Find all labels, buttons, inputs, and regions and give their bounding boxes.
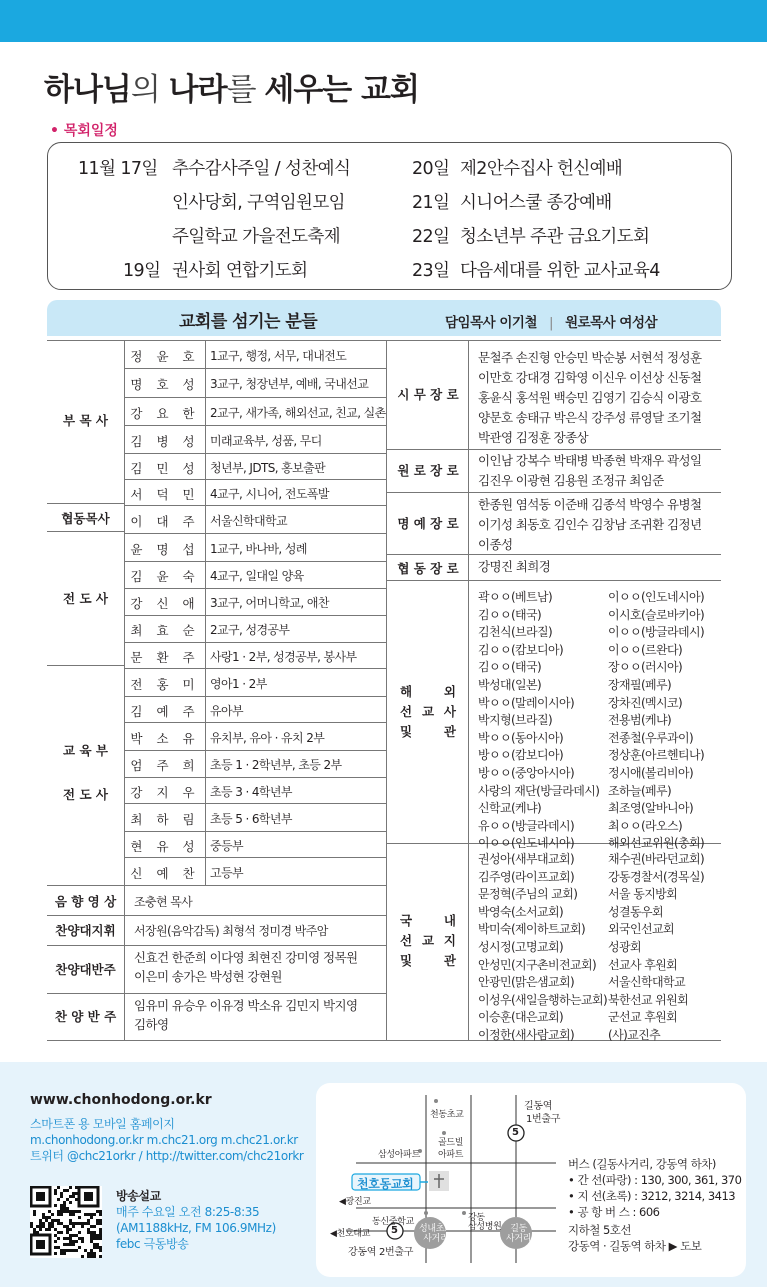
table-rule [124,615,386,616]
senior-pastor: 담임목사 이기철 [445,315,537,331]
list-item: 전종철(우루과이) [608,730,694,745]
list-item: 곽ㅇㅇ(베트남) [478,590,553,604]
category-choir-conductor: 찬양대지휘 [55,923,116,938]
overseas-list-right [608,589,704,853]
table-rule [124,453,386,454]
list-item: 안성민(지구촌비전교회) [478,957,597,972]
list-item: 김주영(라이프교회) [478,869,575,884]
staff-duty: 고등부 [210,866,243,880]
schedule-date: 19일 [123,261,161,281]
list-item: 사랑의 재단(방글라데시) [478,783,600,798]
schedule-event: 시니어스쿨 종강예배 [460,193,612,213]
table-rule [124,722,386,723]
label-char: 및 [400,724,413,739]
subway-text: 강동역 · 길동역 하차 ▶ 도보 [568,1239,702,1253]
praise-accomp-names: 임유미 유승우 이유경 박소유 김민지 박지영 김하영 [134,998,358,1032]
staff-name: 김 병 성 [130,434,200,449]
list-item: 이성우(새일을행하는교회) [478,992,608,1007]
staff-duty: 서울신학대학교 [210,514,287,528]
label-char: 관 [443,724,456,739]
schedule-date: 20일 [412,159,450,179]
category-honorary-elders: 명 예 장 로 [397,516,459,531]
staff-name: 엄 주 희 [130,758,200,773]
staff-duty: 초등 5 · 6학년부 [210,812,292,826]
label-char: 선 [400,933,413,948]
table-rule [124,425,386,426]
schedule-date: 23일 [412,261,450,281]
map-cheonho-elem: 천동초교 [430,1110,464,1120]
table-rule [124,857,386,858]
list-item: 신학교(케냐) [478,801,542,816]
label-char: 해 [400,684,413,699]
honorary-elders-names: 한종원 염석동 이준배 김종석 박영수 유병철 이기성 최동호 김인수 김창남 조귀환 김정년 이종성 [478,497,702,552]
title-part: 를 [226,72,265,108]
map-line5-label: 5 [391,1225,398,1236]
schedule-date: 11월 17일 [78,159,158,179]
label-char: 지 [443,933,456,948]
table-rule [124,696,386,697]
list-item: 이ㅇㅇ(인도네시아) [608,590,705,604]
map-samsung-apt: 삼성아파트 [378,1150,420,1160]
list-item: 최조영(알바니아) [608,801,694,816]
list-item: 이승훈(대은교회) [478,1010,564,1025]
table-rule [47,531,124,532]
staff-name: 서 덕 민 [130,487,200,502]
list-item: 성결동우회 [608,904,663,919]
list-item: 장차진(멕시코) [608,695,683,710]
map-cheonhodaegyo: ◀천호대교 [330,1229,371,1239]
list-item: 해외선교위원(총회) [608,836,705,851]
staff-duty: 미래교육부, 성품, 무디 [210,434,322,448]
table-rule [124,642,386,643]
title-part: 의 [130,72,169,108]
staff-duty: 1교구, 행정, 서무, 대내전도 [210,349,347,363]
staff-name: 강 지 우 [130,785,200,800]
category-coop-elders: 협 동 장 로 [397,561,459,576]
list-item: 정시애(볼리비아) [608,765,694,780]
list-item: 박ㅇㅇ(말레이시아) [478,695,575,710]
label-char: 교 [421,933,435,948]
list-item: 박미숙(제이하트교회) [478,922,586,937]
table-rule [124,340,125,885]
map-gildong-station: 길동역 [524,1101,553,1112]
mobile-info [30,1116,303,1164]
staff-duty: 유아부 [210,704,243,718]
top-color-bar [0,0,767,42]
staff-name: 박 소 유 [130,731,200,746]
list-item: 성시정(고명교회) [478,939,564,954]
staff-duty: 중등부 [210,839,243,853]
staff-name: 강 신 애 [130,596,200,611]
staff-title: 교회를 섬기는 분들 [179,312,318,332]
staff-name: 최 하 림 [130,812,200,827]
pastors-line [445,311,657,331]
list-item: 문정혁(주님의 교회) [478,887,578,902]
table-rule [124,561,386,562]
table-rule [124,588,386,589]
table-rule [124,505,386,506]
map-gildong-exit2: 강동역 2번출구 [348,1247,414,1258]
mobile-label: 스마트폰 용 모바일 홈페이지 [30,1117,175,1131]
table-rule [47,885,386,886]
list-item: 김천식(브라질) [478,625,553,640]
staff-name: 최 효 순 [130,623,200,638]
list-item: 방ㅇㅇ(캄보디아) [478,748,564,763]
schedule-event: 청소년부 주관 금요기도회 [460,227,650,247]
domestic-label [388,911,468,971]
category-choir-accomp: 찬양대반주 [55,961,116,977]
staff-duty: 4교구, 시니어, 전도폭발 [210,487,329,501]
map-golden-villa-b: 아파트 [438,1150,464,1160]
sound-video-names: 조충현 목사 [134,895,193,909]
list-item: 이ㅇㅇ(방글라데시) [608,625,705,640]
staff-duty: 2교구, 새가족, 해외선교, 친교, 실촌 [210,406,386,420]
map-gildong-exit1: 1번출구 [526,1114,561,1125]
staff-name: 김 민 성 [130,461,200,476]
staff-name: 이 대 주 [130,514,200,529]
list-item: 김ㅇㅇ(태국) [478,607,542,622]
category-coop-pastor: 협동목사 [61,511,110,526]
staff-name: 명 호 성 [130,377,200,392]
list-item: 이ㅇㅇ(인도네시아) [478,836,575,851]
map-golden-villa-a: 골드빌 [438,1138,464,1148]
map-church: 천호동교회 [357,1177,414,1191]
staff-duty: 영아1 · 2부 [210,677,267,691]
category-edu-line2: 전 도 사 [63,787,108,802]
table-rule [124,777,386,778]
schedule-event: 주일학교 가을전도축제 [172,227,341,247]
list-item: 김ㅇㅇ(태국) [478,660,542,675]
list-item: 박ㅇㅇ(동아시아) [478,730,564,745]
list-item: 군선교 후원회 [608,1010,678,1025]
list-item: 최ㅇㅇ(라오스) [608,818,683,833]
table-rule [386,340,387,1040]
map-line5-label: 5 [512,1127,519,1138]
label-char: 외 [443,684,456,699]
overseas-label [388,682,468,742]
table-rule [124,750,386,751]
list-item: 이시호(슬로바키아) [608,607,705,622]
label-char: 사 [443,704,456,719]
bus-line: • 지 선(초록) : 3212, 3214, 3413 [568,1189,736,1203]
list-item: 박지형(브라질) [478,713,553,728]
list-item: 김ㅇㅇ(캄보디아) [478,642,564,657]
staff-name: 김 윤 숙 [130,569,200,584]
broadcast-time: 매주 수요일 오전 8:25-8:35 [116,1205,260,1219]
list-item: 이ㅇㅇ(르완다) [608,642,683,657]
staff-duty: 4교구, 일대일 양육 [210,569,304,583]
choir-conductor-names: 서장원(음악감독) 최형석 정미경 박주암 [134,924,328,938]
list-item: 장ㅇㅇ(러시아) [608,660,683,675]
category-active-elders: 시 무 장 로 [397,387,459,402]
staff-name: 신 예 찬 [130,866,200,881]
table-rule [386,580,721,581]
list-item: (사)교진추 [608,1027,661,1042]
staff-duty: 3교구, 청장년부, 예배, 국내선교 [210,377,369,391]
list-item: 북한선교 위원회 [608,992,689,1007]
table-rule [47,503,124,504]
label-char: 국 [400,913,413,928]
staff-duty: 초등 1 · 2학년부, 초등 2부 [210,758,342,772]
title-part: 세우는 교회 [264,72,419,108]
overseas-list-left [478,589,599,853]
category-retired-elders: 원 로 장 로 [397,463,459,478]
table-rule [205,340,206,885]
staff-duty: 청년부, JDTS, 홍보출판 [210,461,326,475]
list-item: 강동경찰서(경목실) [608,869,705,884]
list-item: 권성아(새부대교회) [478,852,575,866]
list-item: 유ㅇㅇ(방글라데시) [478,818,575,833]
broadcast-info [116,1188,276,1252]
bus-title: 버스 (길동사거리, 강동역 하차) [568,1157,716,1171]
list-item: 서울신학대학교 [608,975,685,990]
domestic-list-right [608,851,704,1045]
staff-duty: 사랑1 · 2부, 성경공부, 봉사부 [210,650,357,664]
list-item: 박성대(일본) [478,677,542,692]
staff-duty: 2교구, 성경공부 [210,623,290,637]
list-item: 정상훈(아르헨티나) [608,748,705,763]
table-rule [124,368,386,369]
retired-elders-names: 이인남 강복수 박태병 박종현 박재우 곽성일 김진우 이광현 김용원 조정규 최임준 [478,453,702,488]
separator: | [549,315,554,331]
bus-line: • 간 선(파랑) : 130, 300, 361, 370 [568,1173,742,1187]
table-rule [386,492,721,493]
twitter-link[interactable]: 트위터 @chc21orkr / http://twitter.com/chc21orkr [30,1149,304,1163]
staff-duty: 3교구, 어머니학교, 애찬 [210,596,329,610]
table-rule [47,665,124,666]
domestic-list-left [478,851,607,1045]
mobile-urls[interactable]: m.chonhodong.or.kr m.chc21.org m.chc21.or.kr [30,1133,298,1147]
staff-name: 강 요 한 [130,406,200,421]
list-item: 외국인선교회 [608,922,674,937]
list-item: 채수권(바라던교회) [608,852,705,866]
list-item: 이정한(새사람교회) [478,1027,575,1042]
page-title [44,64,419,109]
list-item: 장재필(페루) [608,677,672,692]
emeritus-pastor: 원로목사 여성삼 [565,315,658,331]
map-gangdong-samsung: 강동 삼성병원 [468,1213,502,1232]
table-rule [124,885,125,1040]
table-rule [124,397,386,398]
title-part: 하나님 [44,72,131,108]
transport-info [568,1156,741,1254]
label-char: 내 [443,913,456,928]
map-gwangjingyo: ◀광진교 [339,1197,371,1207]
list-item: 선교사 후원회 [608,957,678,972]
label-char: 관 [443,953,456,968]
schedule-event: 인사당회, 구역임원모임 [172,193,345,213]
list-item: 성광회 [608,939,641,954]
broadcast-freq: (AM1188kHz, FM 106.9MHz) [116,1221,276,1235]
label-char: 교 [421,704,435,719]
category-praise-accomp: 찬 양 반 주 [54,1009,117,1024]
map-seongnae-crossing: 성내초교 사거리 [419,1224,453,1244]
schedule-event: 추수감사주일 / 성찬예식 [172,159,351,179]
schedule-label: • 목회일정 [50,123,118,139]
staff-duty: 초등 3 · 4학년부 [210,785,292,799]
schedule-date: 22일 [412,227,450,247]
category-evangelist: 전 도 사 [63,591,108,606]
staff-duty: 유치부, 유아 · 유치 2부 [210,731,325,745]
choir-accomp-names: 신효건 한준희 이다영 최현진 강미영 정목원 이은미 송가은 박성현 강현원 [134,950,358,984]
list-item: 안광민(맑은샘교회) [478,975,575,990]
table-rule [124,668,386,669]
staff-name: 문 환 주 [130,650,200,665]
table-rule [124,479,386,480]
list-item: 방ㅇㅇ(중앙아시아) [478,765,575,780]
subway-title: 지하철 5호선 [568,1223,632,1237]
staff-header [47,300,721,336]
list-item: 박영숙(소서교회) [478,904,564,919]
website-url[interactable]: www.chonhodong.or.kr [30,1092,212,1108]
label-char: 및 [400,953,413,968]
staff-name: 정 윤 호 [130,349,200,364]
active-elders-names: 문철주 손진형 안승민 박순봉 서현석 정성훈 이만호 강대경 김학영 이신우 이선상 신동철 홍윤식 홍석원 백승민 김영기 김승식 이광호 양문호 송태규 박은식 강주성 류영달 조기철 박관영 김정훈 장종상 [478,350,702,445]
category-sound-video: 음 향 영 상 [54,894,117,909]
broadcast-station: febc 극동방송 [116,1237,189,1251]
broadcast-title: 방송설교 [116,1189,161,1203]
schedule-event: 권사회 연합기도회 [172,261,308,281]
map-dongsin-middle: 동신중학교 [372,1217,414,1227]
coop-elders-names: 강명진 최희경 [478,559,551,574]
label-char: 선 [400,704,413,719]
staff-duty: 1교구, 바나바, 성례 [210,542,307,556]
table-rule [124,831,386,832]
schedule-event: 다음세대를 위한 교사교육4 [460,261,660,281]
title-part: 나라 [168,72,227,108]
schedule-date: 21일 [412,193,450,213]
staff-name: 윤 명 섭 [130,542,200,557]
category-edu-line1: 교 육 부 [63,743,108,758]
qr-code [30,1186,102,1258]
schedule-event: 제2안수집사 헌신예배 [460,159,623,179]
table-rule [468,340,469,1040]
category-assoc-pastor: 부 목 사 [63,413,108,428]
list-item: 서울 동지방회 [608,887,678,902]
staff-name: 현 유 성 [130,839,200,854]
list-item: 전용범(케냐) [608,713,672,728]
staff-name: 김 예 주 [130,704,200,719]
table-rule [47,340,721,341]
bus-line: • 공 항 버 스 : 606 [568,1205,660,1219]
staff-name: 전 홍 미 [130,677,200,692]
table-rule [124,803,386,804]
table-rule [124,533,386,534]
list-item: 조하늘(페루) [608,783,672,798]
map-gildong-crossing: 길동 사거리 [506,1224,532,1244]
